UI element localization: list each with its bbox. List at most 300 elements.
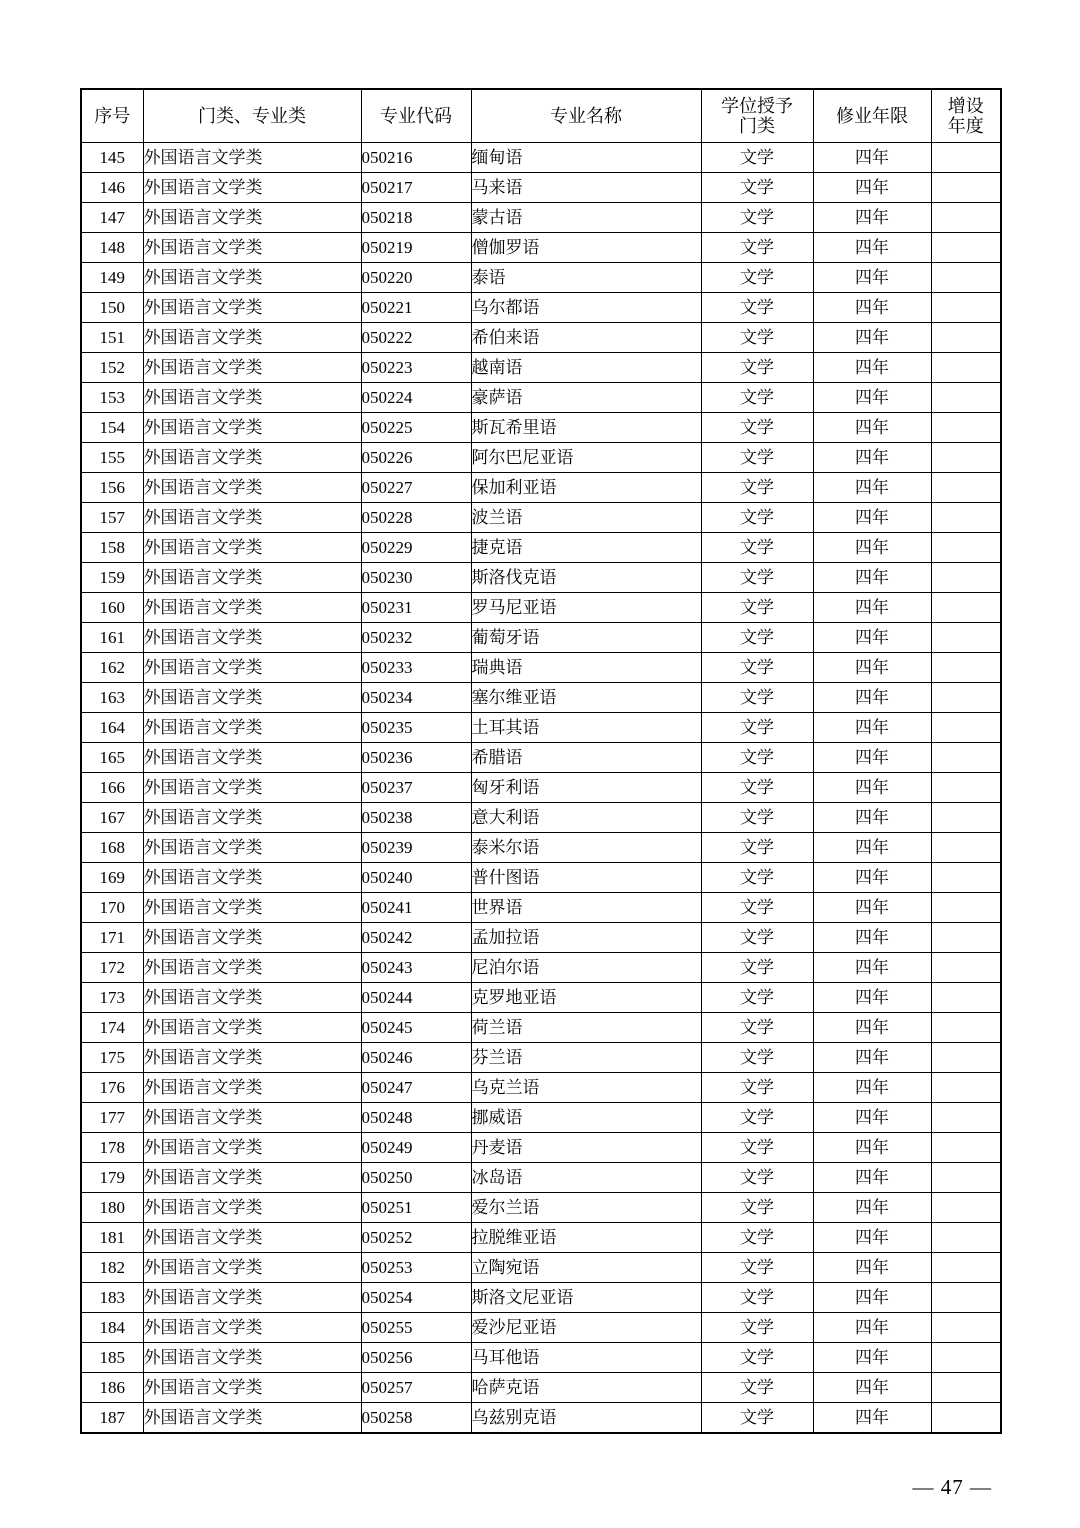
cell-category: 外国语言文学类	[143, 623, 361, 653]
cell-category: 外国语言文学类	[143, 653, 361, 683]
table-row	[81, 1223, 1001, 1253]
cell-degree: 文学	[701, 1313, 813, 1343]
cell-degree: 文学	[701, 293, 813, 323]
column-header-name: 专业名称	[471, 89, 701, 143]
cell-years: 四年	[813, 1043, 931, 1073]
cell-degree: 文学	[701, 863, 813, 893]
cell-added	[931, 323, 1001, 353]
table-row	[81, 1013, 1001, 1043]
cell-name: 僧伽罗语	[471, 233, 701, 263]
table-row	[81, 833, 1001, 863]
cell-added	[931, 143, 1001, 173]
cell-degree: 文学	[701, 1133, 813, 1163]
cell-name: 乌兹别克语	[471, 1403, 701, 1434]
table-row	[81, 623, 1001, 653]
cell-name: 阿尔巴尼亚语	[471, 443, 701, 473]
cell-code: 050239	[361, 833, 471, 863]
cell-name: 马来语	[471, 173, 701, 203]
cell-degree: 文学	[701, 893, 813, 923]
table-row	[81, 1403, 1001, 1434]
cell-category: 外国语言文学类	[143, 1163, 361, 1193]
cell-years: 四年	[813, 353, 931, 383]
cell-added	[931, 1103, 1001, 1133]
table-row	[81, 713, 1001, 743]
cell-seq: 185	[81, 1343, 143, 1373]
cell-code: 050225	[361, 413, 471, 443]
table-row	[81, 1163, 1001, 1193]
cell-years: 四年	[813, 983, 931, 1013]
cell-degree: 文学	[701, 383, 813, 413]
cell-name: 爱沙尼亚语	[471, 1313, 701, 1343]
cell-seq: 150	[81, 293, 143, 323]
cell-added	[931, 1343, 1001, 1373]
cell-category: 外国语言文学类	[143, 1403, 361, 1434]
cell-code: 050223	[361, 353, 471, 383]
cell-code: 050234	[361, 683, 471, 713]
cell-seq: 169	[81, 863, 143, 893]
cell-years: 四年	[813, 923, 931, 953]
cell-code: 050226	[361, 443, 471, 473]
cell-degree: 文学	[701, 353, 813, 383]
cell-category: 外国语言文学类	[143, 143, 361, 173]
cell-seq: 180	[81, 1193, 143, 1223]
cell-years: 四年	[813, 653, 931, 683]
cell-seq: 160	[81, 593, 143, 623]
cell-code: 050240	[361, 863, 471, 893]
cell-seq: 166	[81, 773, 143, 803]
cell-category: 外国语言文学类	[143, 953, 361, 983]
cell-years: 四年	[813, 473, 931, 503]
table-row	[81, 1073, 1001, 1103]
cell-category: 外国语言文学类	[143, 983, 361, 1013]
cell-added	[931, 533, 1001, 563]
cell-years: 四年	[813, 323, 931, 353]
column-header-degree-line2: 门类	[739, 116, 775, 136]
cell-years: 四年	[813, 1163, 931, 1193]
cell-years: 四年	[813, 1343, 931, 1373]
cell-name: 波兰语	[471, 503, 701, 533]
cell-name: 芬兰语	[471, 1043, 701, 1073]
cell-category: 外国语言文学类	[143, 203, 361, 233]
cell-years: 四年	[813, 1103, 931, 1133]
cell-added	[931, 1043, 1001, 1073]
cell-name: 普什图语	[471, 863, 701, 893]
cell-years: 四年	[813, 443, 931, 473]
column-header-degree-line1: 学位授予	[721, 95, 793, 116]
cell-degree: 文学	[701, 833, 813, 863]
cell-added	[931, 623, 1001, 653]
cell-code: 050241	[361, 893, 471, 923]
majors-table	[80, 88, 1002, 1434]
table-row	[81, 1253, 1001, 1283]
cell-category: 外国语言文学类	[143, 323, 361, 353]
cell-seq: 165	[81, 743, 143, 773]
cell-degree: 文学	[701, 1223, 813, 1253]
cell-name: 蒙古语	[471, 203, 701, 233]
cell-added	[931, 1373, 1001, 1403]
cell-code: 050256	[361, 1343, 471, 1373]
column-header-seq: 序号	[81, 89, 143, 143]
cell-category: 外国语言文学类	[143, 353, 361, 383]
cell-years: 四年	[813, 413, 931, 443]
cell-added	[931, 1013, 1001, 1043]
table-row	[81, 473, 1001, 503]
cell-added	[931, 653, 1001, 683]
cell-degree: 文学	[701, 773, 813, 803]
cell-name: 爱尔兰语	[471, 1193, 701, 1223]
cell-years: 四年	[813, 1223, 931, 1253]
cell-added	[931, 743, 1001, 773]
cell-code: 050251	[361, 1193, 471, 1223]
cell-seq: 172	[81, 953, 143, 983]
cell-degree: 文学	[701, 143, 813, 173]
cell-name: 哈萨克语	[471, 1373, 701, 1403]
cell-name: 斯瓦希里语	[471, 413, 701, 443]
cell-added	[931, 263, 1001, 293]
cell-added	[931, 353, 1001, 383]
cell-degree: 文学	[701, 1373, 813, 1403]
cell-category: 外国语言文学类	[143, 1103, 361, 1133]
cell-name: 立陶宛语	[471, 1253, 701, 1283]
cell-degree: 文学	[701, 683, 813, 713]
table-row	[81, 533, 1001, 563]
cell-category: 外国语言文学类	[143, 413, 361, 443]
cell-code: 050243	[361, 953, 471, 983]
cell-degree: 文学	[701, 1043, 813, 1073]
cell-years: 四年	[813, 293, 931, 323]
table-row	[81, 863, 1001, 893]
column-header-added	[931, 89, 1001, 143]
cell-code: 050237	[361, 773, 471, 803]
cell-category: 外国语言文学类	[143, 1343, 361, 1373]
cell-years: 四年	[813, 713, 931, 743]
cell-seq: 147	[81, 203, 143, 233]
table-row	[81, 233, 1001, 263]
cell-name: 斯洛文尼亚语	[471, 1283, 701, 1313]
cell-degree: 文学	[701, 473, 813, 503]
cell-added	[931, 1253, 1001, 1283]
cell-years: 四年	[813, 863, 931, 893]
cell-years: 四年	[813, 1193, 931, 1223]
cell-seq: 177	[81, 1103, 143, 1133]
cell-degree: 文学	[701, 263, 813, 293]
table-row	[81, 1133, 1001, 1163]
cell-seq: 167	[81, 803, 143, 833]
cell-years: 四年	[813, 743, 931, 773]
cell-category: 外国语言文学类	[143, 833, 361, 863]
cell-name: 瑞典语	[471, 653, 701, 683]
cell-code: 050221	[361, 293, 471, 323]
table-row	[81, 1313, 1001, 1343]
cell-seq: 171	[81, 923, 143, 953]
cell-seq: 146	[81, 173, 143, 203]
cell-years: 四年	[813, 1073, 931, 1103]
cell-category: 外国语言文学类	[143, 233, 361, 263]
table-row	[81, 743, 1001, 773]
cell-category: 外国语言文学类	[143, 1133, 361, 1163]
cell-added	[931, 503, 1001, 533]
cell-code: 050242	[361, 923, 471, 953]
cell-code: 050254	[361, 1283, 471, 1313]
cell-name: 乌克兰语	[471, 1073, 701, 1103]
cell-name: 马耳他语	[471, 1343, 701, 1373]
table-row	[81, 923, 1001, 953]
cell-category: 外国语言文学类	[143, 1193, 361, 1223]
cell-code: 050228	[361, 503, 471, 533]
cell-name: 希腊语	[471, 743, 701, 773]
cell-code: 050231	[361, 593, 471, 623]
cell-degree: 文学	[701, 593, 813, 623]
cell-added	[931, 473, 1001, 503]
cell-code: 050227	[361, 473, 471, 503]
cell-added	[931, 803, 1001, 833]
cell-code: 050258	[361, 1403, 471, 1434]
cell-added	[931, 593, 1001, 623]
cell-name: 泰米尔语	[471, 833, 701, 863]
cell-name: 葡萄牙语	[471, 623, 701, 653]
cell-added	[931, 1163, 1001, 1193]
cell-years: 四年	[813, 233, 931, 263]
cell-degree: 文学	[701, 1013, 813, 1043]
cell-degree: 文学	[701, 1283, 813, 1313]
cell-years: 四年	[813, 1283, 931, 1313]
cell-code: 050224	[361, 383, 471, 413]
cell-added	[931, 1403, 1001, 1434]
cell-category: 外国语言文学类	[143, 473, 361, 503]
cell-code: 050252	[361, 1223, 471, 1253]
cell-years: 四年	[813, 1403, 931, 1434]
cell-code: 050245	[361, 1013, 471, 1043]
cell-seq: 168	[81, 833, 143, 863]
table-row	[81, 203, 1001, 233]
table-row	[81, 1343, 1001, 1373]
cell-code: 050222	[361, 323, 471, 353]
cell-added	[931, 683, 1001, 713]
cell-name: 希伯来语	[471, 323, 701, 353]
cell-category: 外国语言文学类	[143, 1253, 361, 1283]
table-row	[81, 293, 1001, 323]
cell-years: 四年	[813, 803, 931, 833]
cell-category: 外国语言文学类	[143, 533, 361, 563]
cell-years: 四年	[813, 563, 931, 593]
cell-years: 四年	[813, 143, 931, 173]
cell-added	[931, 1283, 1001, 1313]
cell-code: 050218	[361, 203, 471, 233]
cell-category: 外国语言文学类	[143, 803, 361, 833]
cell-degree: 文学	[701, 533, 813, 563]
cell-degree: 文学	[701, 803, 813, 833]
cell-name: 冰岛语	[471, 1163, 701, 1193]
cell-code: 050217	[361, 173, 471, 203]
cell-added	[931, 863, 1001, 893]
cell-code: 050249	[361, 1133, 471, 1163]
column-header-added-line1: 增设	[947, 95, 984, 116]
table-row	[81, 563, 1001, 593]
cell-name: 尼泊尔语	[471, 953, 701, 983]
cell-added	[931, 833, 1001, 863]
cell-seq: 153	[81, 383, 143, 413]
cell-seq: 173	[81, 983, 143, 1013]
cell-years: 四年	[813, 953, 931, 983]
cell-degree: 文学	[701, 563, 813, 593]
cell-years: 四年	[813, 533, 931, 563]
cell-seq: 174	[81, 1013, 143, 1043]
column-header-years: 修业年限	[813, 89, 931, 143]
cell-years: 四年	[813, 623, 931, 653]
column-header-added-line2: 年度	[947, 116, 984, 136]
cell-name: 斯洛伐克语	[471, 563, 701, 593]
table-row	[81, 323, 1001, 353]
cell-years: 四年	[813, 833, 931, 863]
cell-name: 挪威语	[471, 1103, 701, 1133]
cell-category: 外国语言文学类	[143, 503, 361, 533]
cell-code: 050229	[361, 533, 471, 563]
cell-category: 外国语言文学类	[143, 683, 361, 713]
cell-category: 外国语言文学类	[143, 563, 361, 593]
cell-degree: 文学	[701, 203, 813, 233]
table-row	[81, 1043, 1001, 1073]
cell-seq: 162	[81, 653, 143, 683]
cell-code: 050220	[361, 263, 471, 293]
cell-category: 外国语言文学类	[143, 893, 361, 923]
cell-added	[931, 413, 1001, 443]
table-body	[81, 143, 1001, 1434]
cell-added	[931, 1223, 1001, 1253]
cell-years: 四年	[813, 1013, 931, 1043]
cell-added	[931, 383, 1001, 413]
table-row	[81, 773, 1001, 803]
cell-years: 四年	[813, 203, 931, 233]
cell-degree: 文学	[701, 1163, 813, 1193]
cell-name: 世界语	[471, 893, 701, 923]
cell-category: 外国语言文学类	[143, 1223, 361, 1253]
table-row	[81, 593, 1001, 623]
table-row	[81, 683, 1001, 713]
cell-seq: 148	[81, 233, 143, 263]
cell-seq: 176	[81, 1073, 143, 1103]
cell-seq: 163	[81, 683, 143, 713]
cell-years: 四年	[813, 503, 931, 533]
cell-years: 四年	[813, 383, 931, 413]
cell-category: 外国语言文学类	[143, 1283, 361, 1313]
cell-name: 捷克语	[471, 533, 701, 563]
table-row	[81, 263, 1001, 293]
cell-seq: 151	[81, 323, 143, 353]
cell-code: 050235	[361, 713, 471, 743]
cell-degree: 文学	[701, 443, 813, 473]
column-header-degree	[701, 89, 813, 143]
cell-degree: 文学	[701, 1403, 813, 1434]
cell-added	[931, 953, 1001, 983]
cell-degree: 文学	[701, 743, 813, 773]
cell-category: 外国语言文学类	[143, 593, 361, 623]
cell-years: 四年	[813, 1253, 931, 1283]
cell-seq: 175	[81, 1043, 143, 1073]
cell-code: 050248	[361, 1103, 471, 1133]
cell-seq: 179	[81, 1163, 143, 1193]
cell-added	[931, 713, 1001, 743]
cell-code: 050238	[361, 803, 471, 833]
table-row	[81, 1193, 1001, 1223]
cell-years: 四年	[813, 263, 931, 293]
cell-seq: 154	[81, 413, 143, 443]
cell-seq: 183	[81, 1283, 143, 1313]
cell-added	[931, 233, 1001, 263]
cell-name: 乌尔都语	[471, 293, 701, 323]
cell-category: 外国语言文学类	[143, 923, 361, 953]
cell-added	[931, 1073, 1001, 1103]
cell-seq: 178	[81, 1133, 143, 1163]
cell-code: 050236	[361, 743, 471, 773]
cell-degree: 文学	[701, 623, 813, 653]
column-header-code: 专业代码	[361, 89, 471, 143]
cell-added	[931, 923, 1001, 953]
cell-added	[931, 173, 1001, 203]
cell-seq: 149	[81, 263, 143, 293]
cell-name: 豪萨语	[471, 383, 701, 413]
cell-name: 罗马尼亚语	[471, 593, 701, 623]
cell-seq: 152	[81, 353, 143, 383]
cell-code: 050257	[361, 1373, 471, 1403]
cell-years: 四年	[813, 593, 931, 623]
cell-degree: 文学	[701, 1073, 813, 1103]
cell-name: 克罗地亚语	[471, 983, 701, 1013]
table-row	[81, 893, 1001, 923]
cell-degree: 文学	[701, 713, 813, 743]
cell-years: 四年	[813, 893, 931, 923]
cell-added	[931, 443, 1001, 473]
table-header-row	[81, 89, 1001, 143]
table-row	[81, 143, 1001, 173]
cell-degree: 文学	[701, 1343, 813, 1373]
column-header-category: 门类、专业类	[143, 89, 361, 143]
table-row	[81, 803, 1001, 833]
cell-category: 外国语言文学类	[143, 1373, 361, 1403]
table-header	[81, 89, 1001, 143]
cell-name: 孟加拉语	[471, 923, 701, 953]
cell-added	[931, 563, 1001, 593]
cell-code: 050232	[361, 623, 471, 653]
cell-seq: 170	[81, 893, 143, 923]
cell-years: 四年	[813, 773, 931, 803]
cell-name: 塞尔维亚语	[471, 683, 701, 713]
cell-category: 外国语言文学类	[143, 1313, 361, 1343]
cell-seq: 145	[81, 143, 143, 173]
cell-seq: 155	[81, 443, 143, 473]
cell-category: 外国语言文学类	[143, 263, 361, 293]
cell-seq: 159	[81, 563, 143, 593]
cell-degree: 文学	[701, 1193, 813, 1223]
table-row	[81, 413, 1001, 443]
table-row	[81, 1373, 1001, 1403]
cell-code: 050247	[361, 1073, 471, 1103]
table-row	[81, 503, 1001, 533]
cell-category: 外国语言文学类	[143, 773, 361, 803]
cell-degree: 文学	[701, 233, 813, 263]
cell-added	[931, 1193, 1001, 1223]
cell-seq: 161	[81, 623, 143, 653]
cell-code: 050250	[361, 1163, 471, 1193]
cell-seq: 181	[81, 1223, 143, 1253]
cell-degree: 文学	[701, 503, 813, 533]
cell-seq: 187	[81, 1403, 143, 1434]
cell-category: 外国语言文学类	[143, 1043, 361, 1073]
table-row	[81, 173, 1001, 203]
table-row	[81, 443, 1001, 473]
cell-category: 外国语言文学类	[143, 713, 361, 743]
cell-code: 050233	[361, 653, 471, 683]
cell-name: 保加利亚语	[471, 473, 701, 503]
